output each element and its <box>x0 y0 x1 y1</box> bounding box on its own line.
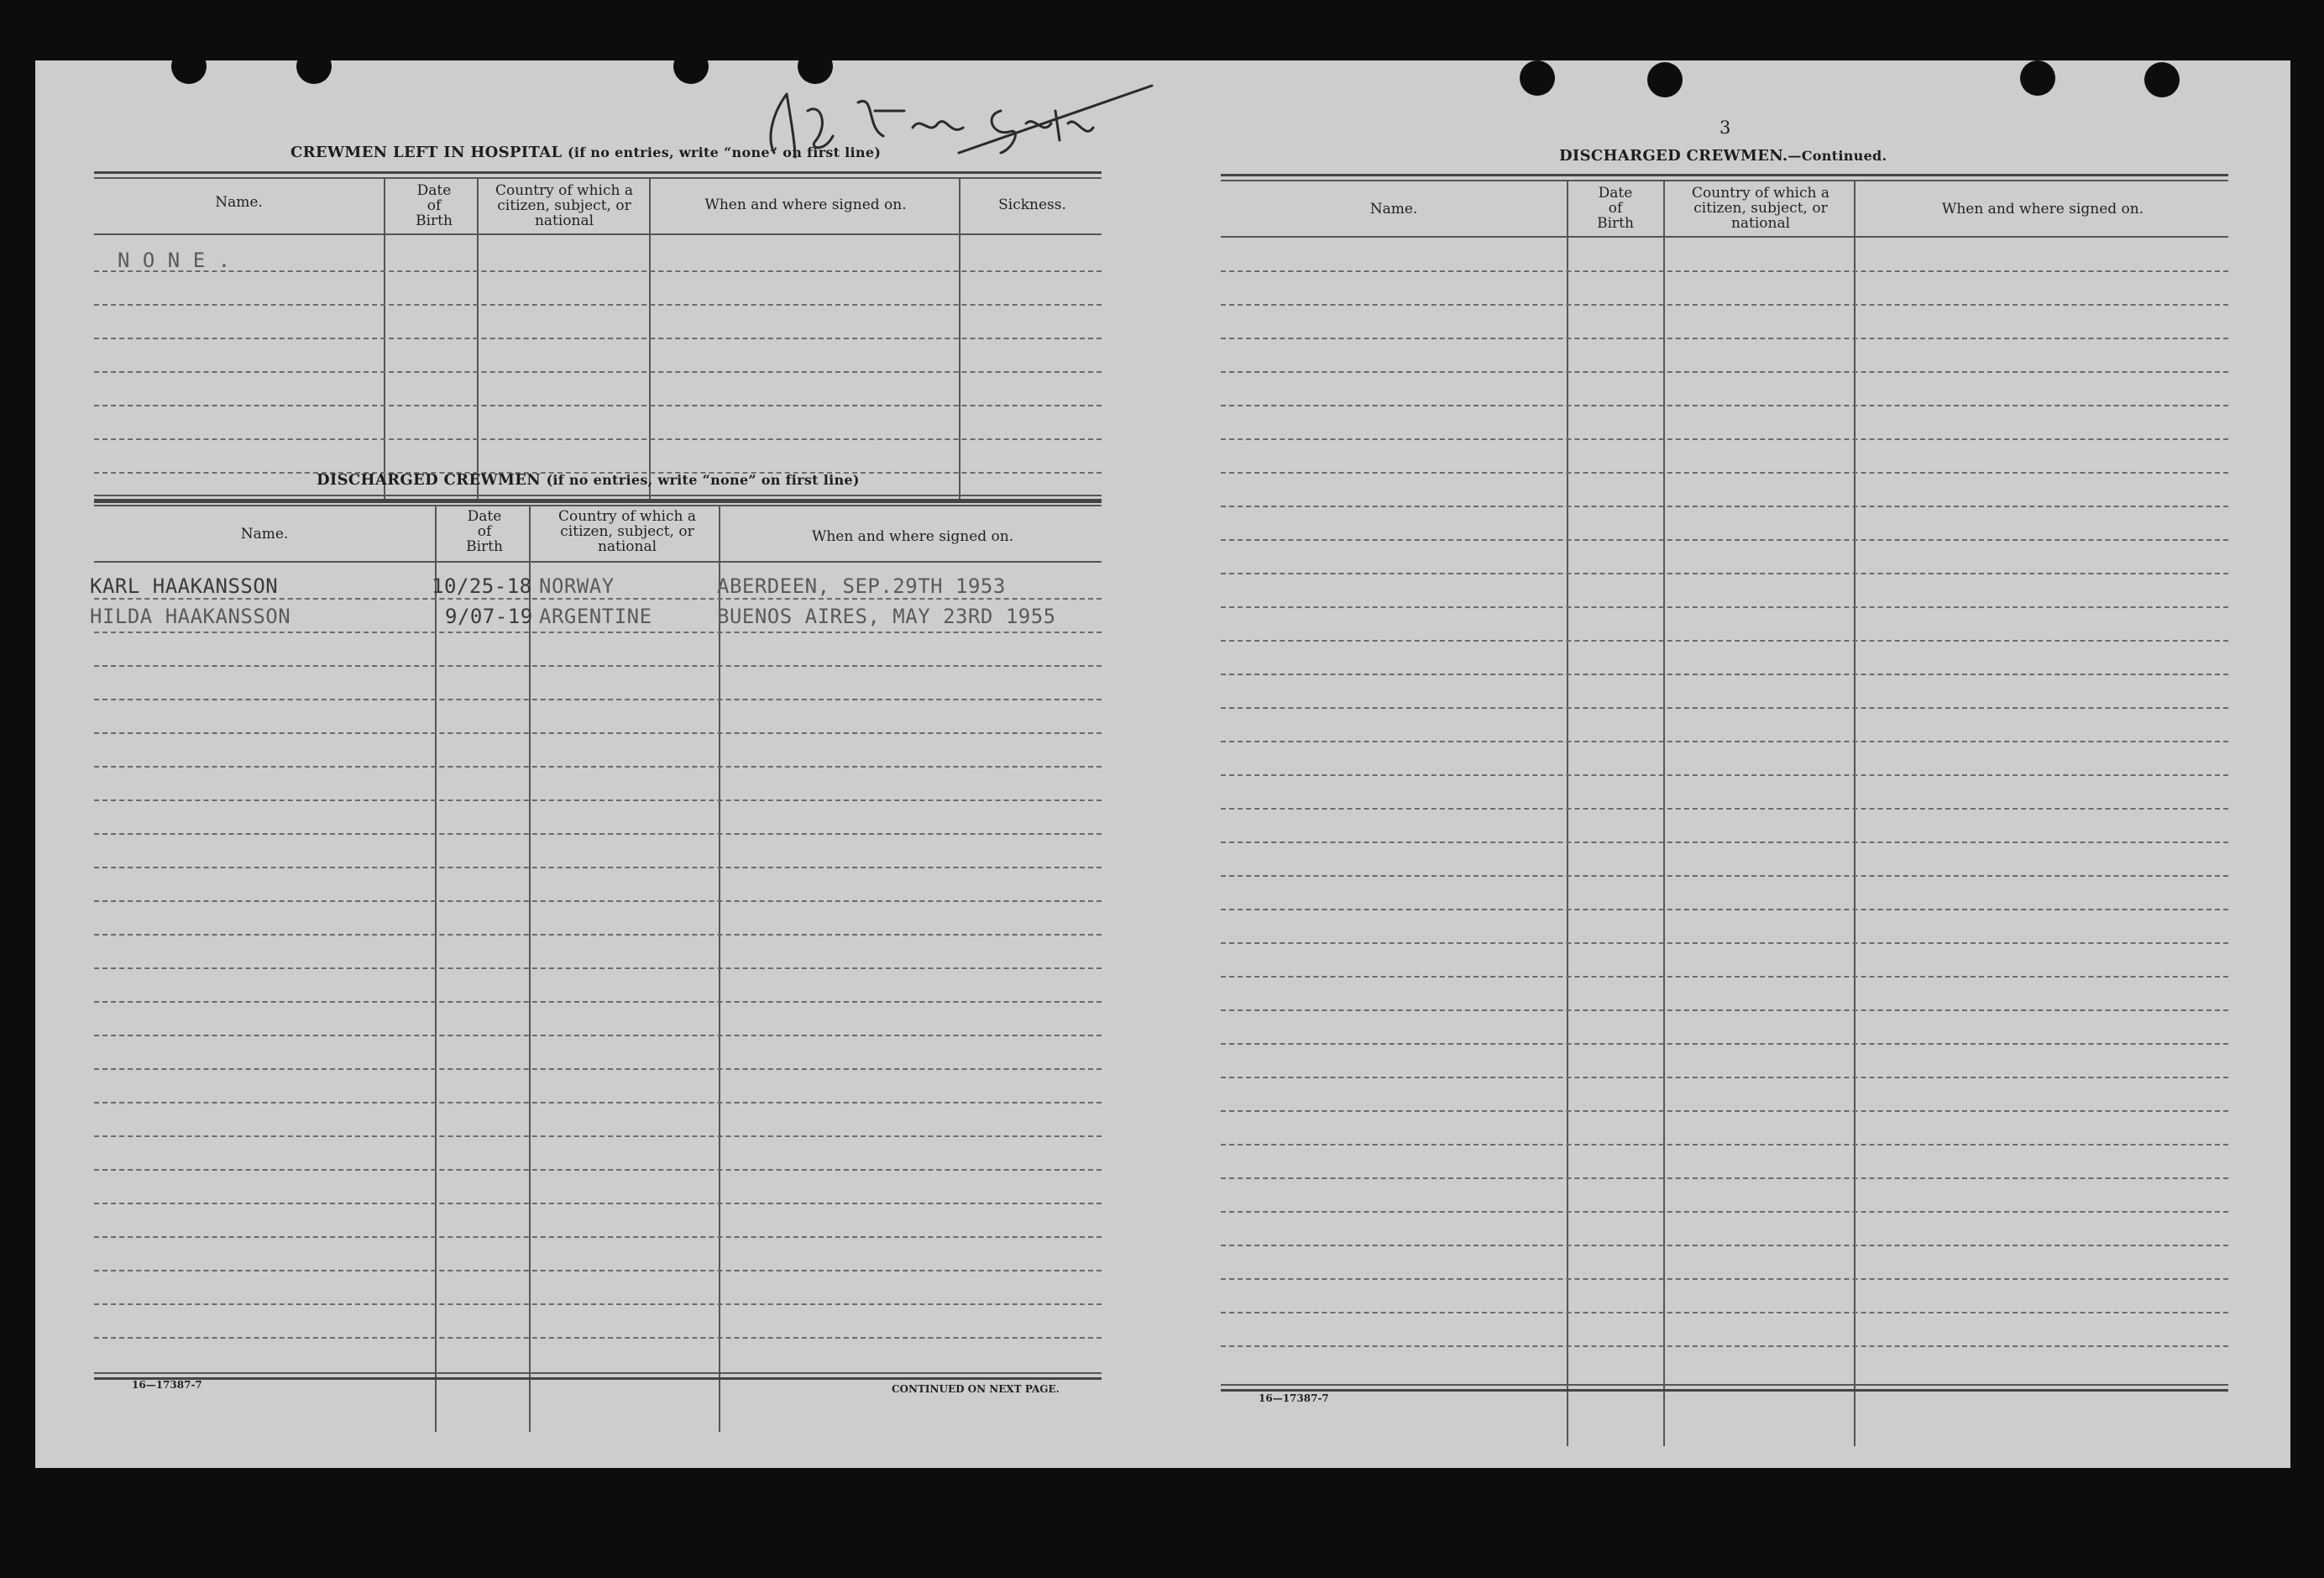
ruled-line <box>1221 1009 2228 1011</box>
ruled-line <box>1221 1245 2228 1246</box>
ruled-line <box>94 799 1102 801</box>
punch-hole <box>2020 60 2055 96</box>
ruled-line <box>1221 539 2228 541</box>
ruled-line <box>94 1001 1102 1003</box>
manifest-sheet <box>35 60 2290 1468</box>
ruled-line <box>94 1203 1102 1204</box>
right-title-text: DISCHARGED CREWMEN. <box>1559 147 1788 165</box>
ruled-line <box>94 1068 1102 1070</box>
ruled-line <box>1221 405 2228 406</box>
ruled-line <box>1221 438 2228 440</box>
ruled-line <box>1221 1144 2228 1145</box>
discharged-row-signed-on: ABERDEEN, SEP.29TH 1953 <box>717 574 1006 598</box>
ruled-line <box>1221 606 2228 608</box>
ruled-line <box>94 867 1102 868</box>
ruled-line <box>1221 774 2228 776</box>
ruled-line <box>1221 1278 2228 1280</box>
discharged-row-signed-on: BUENOS AIRES, MAY 23RD 1955 <box>717 605 1056 628</box>
ruled-line <box>1221 741 2228 742</box>
right-page-title <box>1559 147 1887 165</box>
ruled-line <box>94 766 1102 768</box>
hospital-col-dob: Date of Birth <box>416 182 453 229</box>
ruled-line <box>1221 909 2228 910</box>
punch-hole <box>2144 62 2180 97</box>
right-col-signed-on: When and where signed on. <box>1941 201 2144 218</box>
punch-hole <box>1520 60 1555 96</box>
form-number-left: 16—17387-7 <box>132 1379 202 1391</box>
ruled-line <box>1221 1211 2228 1213</box>
ruled-line <box>1221 875 2228 877</box>
ruled-line <box>94 1135 1102 1137</box>
ruled-line <box>1221 1110 2228 1112</box>
ruled-line <box>1221 338 2228 339</box>
ruled-line <box>1221 371 2228 373</box>
ruled-line <box>94 1102 1102 1104</box>
ruled-line <box>1221 976 2228 978</box>
ruled-line <box>1221 573 2228 574</box>
discharged-col-country: Country of which a citizen, subject, or national <box>558 508 696 555</box>
ruled-line <box>94 1169 1102 1171</box>
handwritten-note-text: C/S/ for Santos <box>749 77 756 78</box>
hospital-col-signed-on: When and where signed on. <box>704 197 907 213</box>
ruled-line <box>1221 304 2228 306</box>
right-col-name: Name. <box>1369 201 1418 218</box>
ruled-line <box>94 665 1102 667</box>
discharged-row-dob: 9/07-19 <box>445 605 533 628</box>
right-col-dob: Date of Birth <box>1597 185 1634 232</box>
punch-hole <box>673 49 709 84</box>
right-title-suffix: —Continued. <box>1787 148 1887 164</box>
ruled-line <box>94 1035 1102 1036</box>
punch-hole <box>1647 62 1683 97</box>
ruled-line <box>1221 707 2228 709</box>
ruled-line <box>1221 1345 2228 1347</box>
ruled-line <box>1221 1177 2228 1179</box>
discharged-col-name: Name. <box>240 526 289 543</box>
hospital-col-country: Country of which a citizen, subject, or national <box>495 182 633 229</box>
discharged-row-dob: 10/25-18 <box>432 574 532 598</box>
punch-hole <box>171 49 207 84</box>
ruled-line <box>1221 472 2228 474</box>
ruled-line <box>94 833 1102 835</box>
page-number-right: 3 <box>1719 118 1731 138</box>
hospital-col-sickness: Sickness. <box>998 197 1066 213</box>
right-col-country: Country of which a citizen, subject, or national <box>1692 185 1829 232</box>
discharged-row-country: NORWAY <box>539 574 615 598</box>
ruled-line <box>1221 1312 2228 1313</box>
discharged-row-country: ARGENTINE <box>539 605 652 628</box>
hospital-title-text: CREWMEN LEFT IN HOSPITAL <box>290 144 563 161</box>
ruled-line <box>94 699 1102 700</box>
ruled-line <box>1221 942 2228 944</box>
continued-note: CONTINUED ON NEXT PAGE. <box>892 1383 1060 1395</box>
discharged-section-title <box>317 471 860 489</box>
ruled-line <box>94 732 1102 734</box>
form-number-right: 16—17387-7 <box>1259 1392 1329 1404</box>
discharged-row-name: HILDA HAAKANSSON <box>90 605 291 628</box>
ruled-line <box>94 1303 1102 1305</box>
ruled-line <box>1221 270 2228 272</box>
ruled-line <box>94 1337 1102 1339</box>
discharged-col-signed-on: When and where signed on. <box>811 528 1014 545</box>
discharged-col-dob: Date of Birth <box>466 508 503 555</box>
ruled-line <box>94 1270 1102 1271</box>
ruled-line <box>94 598 1102 600</box>
ruled-line <box>1221 1077 2228 1078</box>
handwritten-annotation <box>749 77 1169 170</box>
hospital-col-name: Name. <box>215 194 263 211</box>
discharged-row-name: KARL HAAKANSSON <box>90 574 279 598</box>
ruled-line <box>94 632 1102 633</box>
ruled-line <box>1221 808 2228 810</box>
ruled-line <box>94 934 1102 936</box>
hospital-title-subtitle: (if no entries, write “none” on first line) <box>568 144 882 160</box>
hospital-entry-none: N O N E . <box>118 249 231 272</box>
ruled-line <box>94 900 1102 902</box>
discharged-title-text: DISCHARGED CREWMEN <box>317 471 541 489</box>
ruled-line <box>1221 1043 2228 1045</box>
punch-hole <box>296 49 332 84</box>
ruled-line <box>1221 674 2228 675</box>
discharged-title-subtitle: (if no entries, write “none” on first line) <box>546 472 860 488</box>
ruled-line <box>94 1236 1102 1238</box>
ruled-line <box>94 967 1102 969</box>
ruled-line <box>1221 506 2228 507</box>
ruled-line <box>1221 640 2228 642</box>
ruled-line <box>1221 841 2228 843</box>
